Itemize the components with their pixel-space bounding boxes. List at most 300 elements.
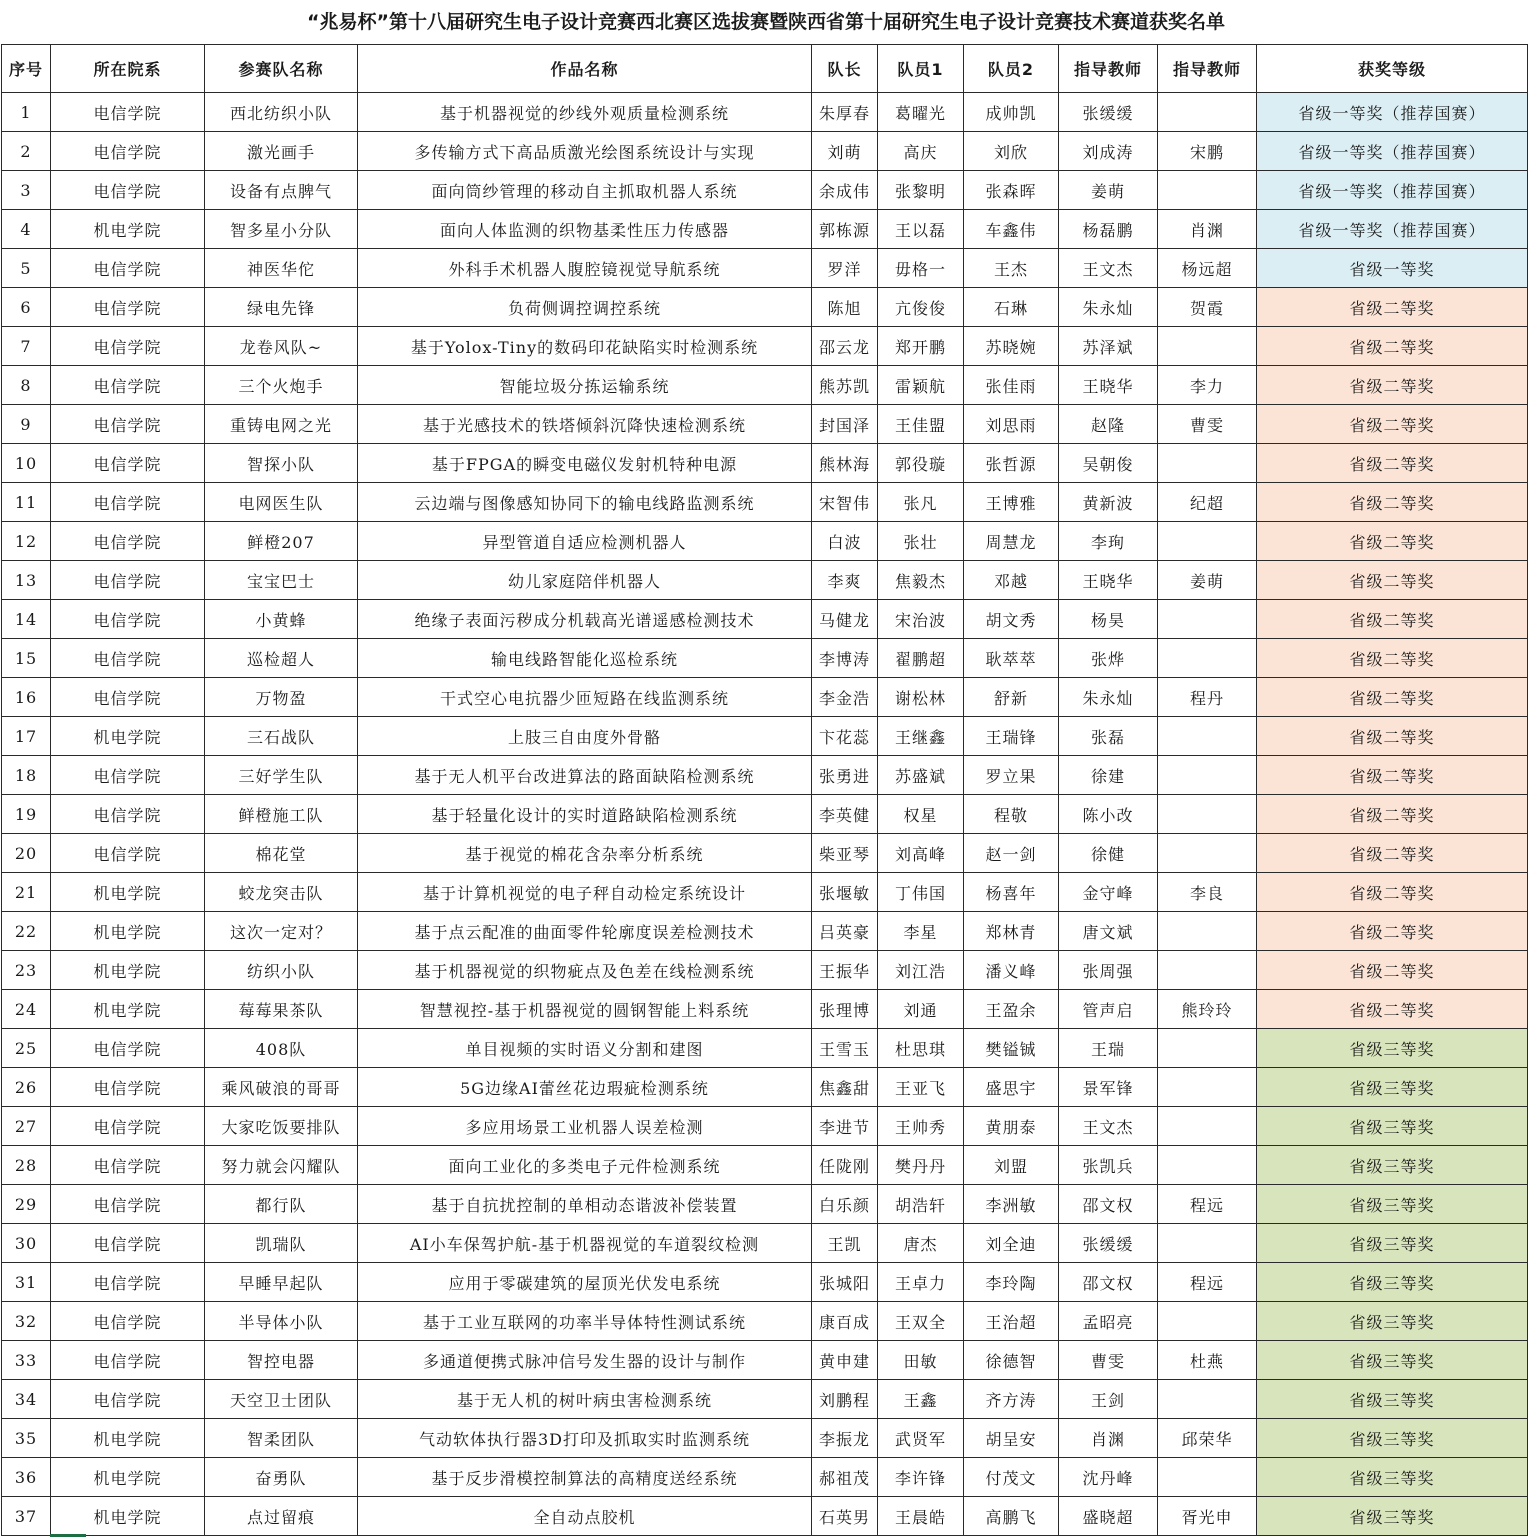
cell-index: 1 — [2, 93, 51, 132]
cell-advisor-1: 管声启 — [1059, 990, 1158, 1029]
cell-department: 电信学院 — [51, 1224, 205, 1263]
cell-index: 31 — [2, 1263, 51, 1302]
cell-team-name: 龙卷风队~ — [205, 327, 358, 366]
cell-member-2: 刘盟 — [964, 1146, 1059, 1185]
cell-member-1: 雷颖航 — [878, 366, 964, 405]
cell-advisor-1: 景军锋 — [1059, 1068, 1158, 1107]
awards-table — [1, 44, 1528, 1536]
header-advisor-1: 指导教师 — [1059, 45, 1158, 93]
cell-captain: 张堰敏 — [812, 873, 878, 912]
cell-member-2: 舒新 — [964, 678, 1059, 717]
cell-team-name: 智多星小分队 — [205, 210, 358, 249]
cell-member-2: 李洲敏 — [964, 1185, 1059, 1224]
cell-captain: 李英健 — [812, 795, 878, 834]
cell-department: 机电学院 — [51, 1458, 205, 1497]
table-row — [2, 717, 1528, 756]
cell-captain: 李进节 — [812, 1107, 878, 1146]
cell-award-level: 省级一等奖（推荐国赛） — [1257, 93, 1528, 132]
cell-department: 电信学院 — [51, 132, 205, 171]
cell-project-name: 基于工业互联网的功率半导体特性测试系统 — [358, 1302, 812, 1341]
table-row — [2, 795, 1528, 834]
table-row — [2, 834, 1528, 873]
header-member-2: 队员2 — [964, 45, 1059, 93]
cell-award-level: 省级二等奖 — [1257, 678, 1528, 717]
cell-captain: 白乐颜 — [812, 1185, 878, 1224]
cell-team-name: 努力就会闪耀队 — [205, 1146, 358, 1185]
cell-captain: 宋智伟 — [812, 483, 878, 522]
cell-team-name: 鲜橙施工队 — [205, 795, 358, 834]
cell-award-level: 省级二等奖 — [1257, 873, 1528, 912]
cell-advisor-1: 杨磊鹏 — [1059, 210, 1158, 249]
cell-advisor-1: 张烨 — [1059, 639, 1158, 678]
cell-advisor-1: 刘成涛 — [1059, 132, 1158, 171]
cell-team-name: 早睡早起队 — [205, 1263, 358, 1302]
cell-team-name: 绿电先锋 — [205, 288, 358, 327]
cell-project-name: 应用于零碳建筑的屋顶光伏发电系统 — [358, 1263, 812, 1302]
table-row — [2, 561, 1528, 600]
cell-advisor-2: 杜燕 — [1158, 1341, 1257, 1380]
header-project-name: 作品名称 — [358, 45, 812, 93]
cell-award-level: 省级一等奖（推荐国赛） — [1257, 171, 1528, 210]
cell-advisor-2: 程丹 — [1158, 678, 1257, 717]
cell-advisor-2 — [1158, 1458, 1257, 1497]
cell-department: 电信学院 — [51, 795, 205, 834]
cell-member-1: 权星 — [878, 795, 964, 834]
cell-member-1: 王佳盟 — [878, 405, 964, 444]
cell-department: 机电学院 — [51, 873, 205, 912]
cell-advisor-1: 金守峰 — [1059, 873, 1158, 912]
cell-advisor-2 — [1158, 912, 1257, 951]
cell-advisor-1: 王剑 — [1059, 1380, 1158, 1419]
cell-project-name: 干式空心电抗器少匝短路在线监测系统 — [358, 678, 812, 717]
cell-member-2: 罗立果 — [964, 756, 1059, 795]
cell-captain: 刘萌 — [812, 132, 878, 171]
header-award-level: 获奖等级 — [1257, 45, 1528, 93]
cell-department: 电信学院 — [51, 600, 205, 639]
cell-award-level: 省级二等奖 — [1257, 561, 1528, 600]
cell-captain: 王凯 — [812, 1224, 878, 1263]
cell-advisor-2 — [1158, 1107, 1257, 1146]
cell-captain: 熊林海 — [812, 444, 878, 483]
cell-project-name: 多通道便携式脉冲信号发生器的设计与制作 — [358, 1341, 812, 1380]
cell-project-name: 基于自抗扰控制的单相动态谐波补偿装置 — [358, 1185, 812, 1224]
cell-team-name: 三个火炮手 — [205, 366, 358, 405]
cell-award-level: 省级三等奖 — [1257, 1380, 1528, 1419]
cell-captain: 康百成 — [812, 1302, 878, 1341]
cell-captain: 郝祖茂 — [812, 1458, 878, 1497]
cell-member-2: 胡文秀 — [964, 600, 1059, 639]
cell-award-level: 省级三等奖 — [1257, 1224, 1528, 1263]
table-row — [2, 873, 1528, 912]
cell-member-1: 王帅秀 — [878, 1107, 964, 1146]
cell-project-name: 基于Yolox-Tiny的数码印花缺陷实时检测系统 — [358, 327, 812, 366]
cell-captain: 柴亚琴 — [812, 834, 878, 873]
cell-project-name: 多应用场景工业机器人误差检测 — [358, 1107, 812, 1146]
cell-department: 电信学院 — [51, 1263, 205, 1302]
cell-project-name: 面向人体监测的织物基柔性压力传感器 — [358, 210, 812, 249]
cell-member-1: 王晨皓 — [878, 1497, 964, 1536]
cell-advisor-2 — [1158, 756, 1257, 795]
cell-team-name: 宝宝巴士 — [205, 561, 358, 600]
cell-index: 3 — [2, 171, 51, 210]
cell-advisor-2: 熊玲玲 — [1158, 990, 1257, 1029]
cell-advisor-1: 王瑞 — [1059, 1029, 1158, 1068]
cell-index: 24 — [2, 990, 51, 1029]
cell-project-name: 负荷侧调控调控系统 — [358, 288, 812, 327]
cell-member-2: 刘全迪 — [964, 1224, 1059, 1263]
cell-advisor-1: 黄新波 — [1059, 483, 1158, 522]
table-row — [2, 1068, 1528, 1107]
cell-team-name: 智柔团队 — [205, 1419, 358, 1458]
cell-advisor-2: 贺霞 — [1158, 288, 1257, 327]
cell-team-name: 激光画手 — [205, 132, 358, 171]
cell-captain: 李振龙 — [812, 1419, 878, 1458]
table-row — [2, 639, 1528, 678]
cell-index: 6 — [2, 288, 51, 327]
cell-award-level: 省级二等奖 — [1257, 951, 1528, 990]
cell-advisor-1: 邵文权 — [1059, 1263, 1158, 1302]
table-row — [2, 912, 1528, 951]
cell-index: 26 — [2, 1068, 51, 1107]
cell-captain: 吕英豪 — [812, 912, 878, 951]
table-row — [2, 990, 1528, 1029]
cell-index: 17 — [2, 717, 51, 756]
cell-index: 10 — [2, 444, 51, 483]
cell-member-1: 王鑫 — [878, 1380, 964, 1419]
cell-award-level: 省级二等奖 — [1257, 444, 1528, 483]
cell-project-name: 异型管道自适应检测机器人 — [358, 522, 812, 561]
cell-award-level: 省级三等奖 — [1257, 1146, 1528, 1185]
cell-team-name: 电网医生队 — [205, 483, 358, 522]
cell-captain: 李爽 — [812, 561, 878, 600]
table-body — [2, 93, 1528, 1536]
cell-team-name: 智探小队 — [205, 444, 358, 483]
cell-team-name: 408队 — [205, 1029, 358, 1068]
cell-index: 13 — [2, 561, 51, 600]
cell-member-1: 王亚飞 — [878, 1068, 964, 1107]
cell-index: 4 — [2, 210, 51, 249]
cell-member-1: 亢俊俊 — [878, 288, 964, 327]
cell-department: 电信学院 — [51, 366, 205, 405]
cell-index: 29 — [2, 1185, 51, 1224]
table-row — [2, 1263, 1528, 1302]
cell-member-2: 王博雅 — [964, 483, 1059, 522]
cell-advisor-1: 杨昊 — [1059, 600, 1158, 639]
cell-award-level: 省级二等奖 — [1257, 795, 1528, 834]
cell-captain: 李金浩 — [812, 678, 878, 717]
cell-advisor-2 — [1158, 1380, 1257, 1419]
cell-index: 34 — [2, 1380, 51, 1419]
cell-index: 15 — [2, 639, 51, 678]
cell-award-level: 省级二等奖 — [1257, 990, 1528, 1029]
cell-advisor-2 — [1158, 717, 1257, 756]
cell-member-1: 张凡 — [878, 483, 964, 522]
cell-advisor-1: 李珣 — [1059, 522, 1158, 561]
cell-member-2: 邓越 — [964, 561, 1059, 600]
cell-award-level: 省级二等奖 — [1257, 327, 1528, 366]
cell-department: 电信学院 — [51, 1380, 205, 1419]
cell-award-level: 省级二等奖 — [1257, 366, 1528, 405]
cell-project-name: AI小车保驾护航-基于机器视觉的车道裂纹检测 — [358, 1224, 812, 1263]
cell-advisor-1: 王晓华 — [1059, 366, 1158, 405]
table-row — [2, 366, 1528, 405]
table-row — [2, 1341, 1528, 1380]
cell-advisor-2: 程远 — [1158, 1185, 1257, 1224]
cell-captain: 朱厚春 — [812, 93, 878, 132]
cell-member-1: 郑开鹏 — [878, 327, 964, 366]
cell-advisor-2 — [1158, 1029, 1257, 1068]
cell-project-name: 单目视频的实时语义分割和建图 — [358, 1029, 812, 1068]
cell-advisor-2: 胥光申 — [1158, 1497, 1257, 1536]
cell-advisor-1: 曹雯 — [1059, 1341, 1158, 1380]
cell-captain: 卞花蕊 — [812, 717, 878, 756]
cell-member-2: 王治超 — [964, 1302, 1059, 1341]
cell-member-2: 王盈余 — [964, 990, 1059, 1029]
cell-index: 18 — [2, 756, 51, 795]
cell-award-level: 省级三等奖 — [1257, 1107, 1528, 1146]
cell-department: 电信学院 — [51, 1029, 205, 1068]
cell-member-1: 张黎明 — [878, 171, 964, 210]
cell-department: 电信学院 — [51, 327, 205, 366]
cell-department: 机电学院 — [51, 951, 205, 990]
cell-team-name: 神医华佗 — [205, 249, 358, 288]
cell-project-name: 基于光感技术的铁塔倾斜沉降快速检测系统 — [358, 405, 812, 444]
cell-member-2: 刘思雨 — [964, 405, 1059, 444]
header-department: 所在院系 — [51, 45, 205, 93]
cell-captain: 王雪玉 — [812, 1029, 878, 1068]
cell-member-1: 宋治波 — [878, 600, 964, 639]
cell-captain: 李博涛 — [812, 639, 878, 678]
table-row — [2, 1029, 1528, 1068]
cell-member-1: 李星 — [878, 912, 964, 951]
cell-member-2: 盛思宇 — [964, 1068, 1059, 1107]
cell-advisor-1: 张周强 — [1059, 951, 1158, 990]
cell-member-1: 丁伟国 — [878, 873, 964, 912]
table-row — [2, 1302, 1528, 1341]
cell-captain: 张勇进 — [812, 756, 878, 795]
cell-department: 电信学院 — [51, 1068, 205, 1107]
cell-member-2: 赵一剑 — [964, 834, 1059, 873]
cell-member-1: 葛曜光 — [878, 93, 964, 132]
cell-department: 电信学院 — [51, 1107, 205, 1146]
cell-project-name: 基于无人机平台改进算法的路面缺陷检测系统 — [358, 756, 812, 795]
cell-advisor-2: 宋鹏 — [1158, 132, 1257, 171]
cell-team-name: 半导体小队 — [205, 1302, 358, 1341]
cell-member-1: 唐杰 — [878, 1224, 964, 1263]
cell-project-name: 外科手术机器人腹腔镜视觉导航系统 — [358, 249, 812, 288]
cell-captain: 焦鑫甜 — [812, 1068, 878, 1107]
cell-member-2: 徐德智 — [964, 1341, 1059, 1380]
cell-captain: 任陇刚 — [812, 1146, 878, 1185]
cell-member-1: 樊丹丹 — [878, 1146, 964, 1185]
cell-member-2: 郑林青 — [964, 912, 1059, 951]
cell-team-name: 棉花堂 — [205, 834, 358, 873]
cell-advisor-2: 肖渊 — [1158, 210, 1257, 249]
cell-advisor-2 — [1158, 834, 1257, 873]
cell-team-name: 智控电器 — [205, 1341, 358, 1380]
cell-advisor-1: 陈小改 — [1059, 795, 1158, 834]
cell-member-1: 张壮 — [878, 522, 964, 561]
cell-member-2: 张佳雨 — [964, 366, 1059, 405]
table-row — [2, 1185, 1528, 1224]
cell-index: 14 — [2, 600, 51, 639]
cell-department: 电信学院 — [51, 288, 205, 327]
cell-team-name: 凯瑞队 — [205, 1224, 358, 1263]
cell-member-1: 杜思琪 — [878, 1029, 964, 1068]
cell-advisor-2 — [1158, 444, 1257, 483]
cell-member-1: 毋格一 — [878, 249, 964, 288]
cell-team-name: 大家吃饭要排队 — [205, 1107, 358, 1146]
cell-project-name: 基于机器视觉的织物疵点及色差在线检测系统 — [358, 951, 812, 990]
document-title: “兆易杯”第十八届研究生电子设计竞赛西北赛区选拔赛暨陕西省第十届研究生电子设计竞赛技术赛道获奖名单 — [307, 11, 1225, 33]
cell-team-name: 奋勇队 — [205, 1458, 358, 1497]
cell-department: 电信学院 — [51, 678, 205, 717]
cell-member-2: 张森晖 — [964, 171, 1059, 210]
cell-advisor-1: 徐建 — [1059, 756, 1158, 795]
cell-award-level: 省级二等奖 — [1257, 756, 1528, 795]
cell-award-level: 省级一等奖（推荐国赛） — [1257, 210, 1528, 249]
cell-advisor-1: 盛晓超 — [1059, 1497, 1158, 1536]
cell-member-2: 石琳 — [964, 288, 1059, 327]
cell-index: 22 — [2, 912, 51, 951]
header-team-name: 参赛队名称 — [205, 45, 358, 93]
cell-project-name: 面向筒纱管理的移动自主抓取机器人系统 — [358, 171, 812, 210]
cell-index: 36 — [2, 1458, 51, 1497]
cell-department: 机电学院 — [51, 1497, 205, 1536]
cell-department: 电信学院 — [51, 171, 205, 210]
cell-member-1: 武贤军 — [878, 1419, 964, 1458]
table-row — [2, 1380, 1528, 1419]
cell-advisor-2 — [1158, 639, 1257, 678]
cell-award-level: 省级三等奖 — [1257, 1029, 1528, 1068]
table-row — [2, 1497, 1528, 1536]
cell-advisor-2: 纪超 — [1158, 483, 1257, 522]
table-row — [2, 678, 1528, 717]
cell-advisor-2 — [1158, 171, 1257, 210]
cell-team-name: 重铸电网之光 — [205, 405, 358, 444]
cell-advisor-1: 邵文权 — [1059, 1185, 1158, 1224]
cell-team-name: 这次一定对？ — [205, 912, 358, 951]
table-row — [2, 405, 1528, 444]
cell-captain: 邵云龙 — [812, 327, 878, 366]
cell-team-name: 三好学生队 — [205, 756, 358, 795]
cell-department: 电信学院 — [51, 756, 205, 795]
cell-team-name: 设备有点脾气 — [205, 171, 358, 210]
cell-team-name: 纺织小队 — [205, 951, 358, 990]
cell-captain: 余成伟 — [812, 171, 878, 210]
cell-member-2: 耿萃萃 — [964, 639, 1059, 678]
cell-index: 27 — [2, 1107, 51, 1146]
cell-member-2: 潘义峰 — [964, 951, 1059, 990]
cell-award-level: 省级二等奖 — [1257, 912, 1528, 951]
cell-member-1: 胡浩轩 — [878, 1185, 964, 1224]
cell-project-name: 基于反步滑模控制算法的高精度送经系统 — [358, 1458, 812, 1497]
cell-member-1: 翟鹏超 — [878, 639, 964, 678]
cell-award-level: 省级三等奖 — [1257, 1458, 1528, 1497]
sheet-selection-mark — [50, 1534, 86, 1537]
cell-advisor-1: 徐健 — [1059, 834, 1158, 873]
table-row — [2, 171, 1528, 210]
cell-member-2: 张哲源 — [964, 444, 1059, 483]
table-row — [2, 132, 1528, 171]
cell-team-name: 巡检超人 — [205, 639, 358, 678]
cell-department: 电信学院 — [51, 249, 205, 288]
cell-project-name: 输电线路智能化巡检系统 — [358, 639, 812, 678]
cell-index: 12 — [2, 522, 51, 561]
cell-index: 7 — [2, 327, 51, 366]
cell-member-1: 苏盛斌 — [878, 756, 964, 795]
table-row — [2, 1458, 1528, 1497]
cell-member-2: 付茂文 — [964, 1458, 1059, 1497]
cell-project-name: 基于机器视觉的纱线外观质量检测系统 — [358, 93, 812, 132]
cell-team-name: 蛟龙突击队 — [205, 873, 358, 912]
cell-advisor-2 — [1158, 1146, 1257, 1185]
cell-project-name: 多传输方式下高品质激光绘图系统设计与实现 — [358, 132, 812, 171]
cell-advisor-1: 张缓缓 — [1059, 93, 1158, 132]
cell-advisor-2 — [1158, 1302, 1257, 1341]
cell-advisor-1: 朱永灿 — [1059, 678, 1158, 717]
cell-award-level: 省级二等奖 — [1257, 483, 1528, 522]
cell-index: 35 — [2, 1419, 51, 1458]
cell-captain: 张理博 — [812, 990, 878, 1029]
cell-member-1: 王双全 — [878, 1302, 964, 1341]
cell-index: 11 — [2, 483, 51, 522]
table-row — [2, 93, 1528, 132]
header-index: 序号 — [2, 45, 51, 93]
cell-advisor-2: 姜萌 — [1158, 561, 1257, 600]
cell-department: 电信学院 — [51, 1341, 205, 1380]
cell-index: 2 — [2, 132, 51, 171]
cell-project-name: 基于视觉的棉花含杂率分析系统 — [358, 834, 812, 873]
cell-advisor-2 — [1158, 1224, 1257, 1263]
cell-captain: 黄申建 — [812, 1341, 878, 1380]
cell-department: 电信学院 — [51, 1302, 205, 1341]
cell-index: 33 — [2, 1341, 51, 1380]
cell-award-level: 省级一等奖（推荐国赛） — [1257, 132, 1528, 171]
cell-department: 电信学院 — [51, 522, 205, 561]
cell-member-2: 车鑫伟 — [964, 210, 1059, 249]
cell-member-1: 田敏 — [878, 1341, 964, 1380]
cell-department: 机电学院 — [51, 1419, 205, 1458]
cell-advisor-2 — [1158, 327, 1257, 366]
cell-advisor-1: 王文杰 — [1059, 1107, 1158, 1146]
cell-member-2: 刘欣 — [964, 132, 1059, 171]
cell-advisor-1: 唐文斌 — [1059, 912, 1158, 951]
cell-department: 电信学院 — [51, 1185, 205, 1224]
table-row — [2, 444, 1528, 483]
cell-award-level: 省级二等奖 — [1257, 834, 1528, 873]
cell-project-name: 上肢三自由度外骨骼 — [358, 717, 812, 756]
cell-award-level: 省级二等奖 — [1257, 600, 1528, 639]
cell-award-level: 省级二等奖 — [1257, 639, 1528, 678]
cell-project-name: 智慧视控-基于机器视觉的圆钢智能上料系统 — [358, 990, 812, 1029]
cell-advisor-2 — [1158, 93, 1257, 132]
cell-member-1: 焦毅杰 — [878, 561, 964, 600]
cell-member-1: 王以磊 — [878, 210, 964, 249]
cell-member-2: 齐方涛 — [964, 1380, 1059, 1419]
cell-index: 32 — [2, 1302, 51, 1341]
cell-advisor-1: 王文杰 — [1059, 249, 1158, 288]
cell-index: 37 — [2, 1497, 51, 1536]
cell-advisor-1: 孟昭亮 — [1059, 1302, 1158, 1341]
cell-team-name: 莓莓果茶队 — [205, 990, 358, 1029]
cell-department: 电信学院 — [51, 483, 205, 522]
cell-member-1: 刘江浩 — [878, 951, 964, 990]
cell-award-level: 省级三等奖 — [1257, 1302, 1528, 1341]
cell-award-level: 省级三等奖 — [1257, 1068, 1528, 1107]
cell-award-level: 省级三等奖 — [1257, 1497, 1528, 1536]
cell-captain: 王振华 — [812, 951, 878, 990]
